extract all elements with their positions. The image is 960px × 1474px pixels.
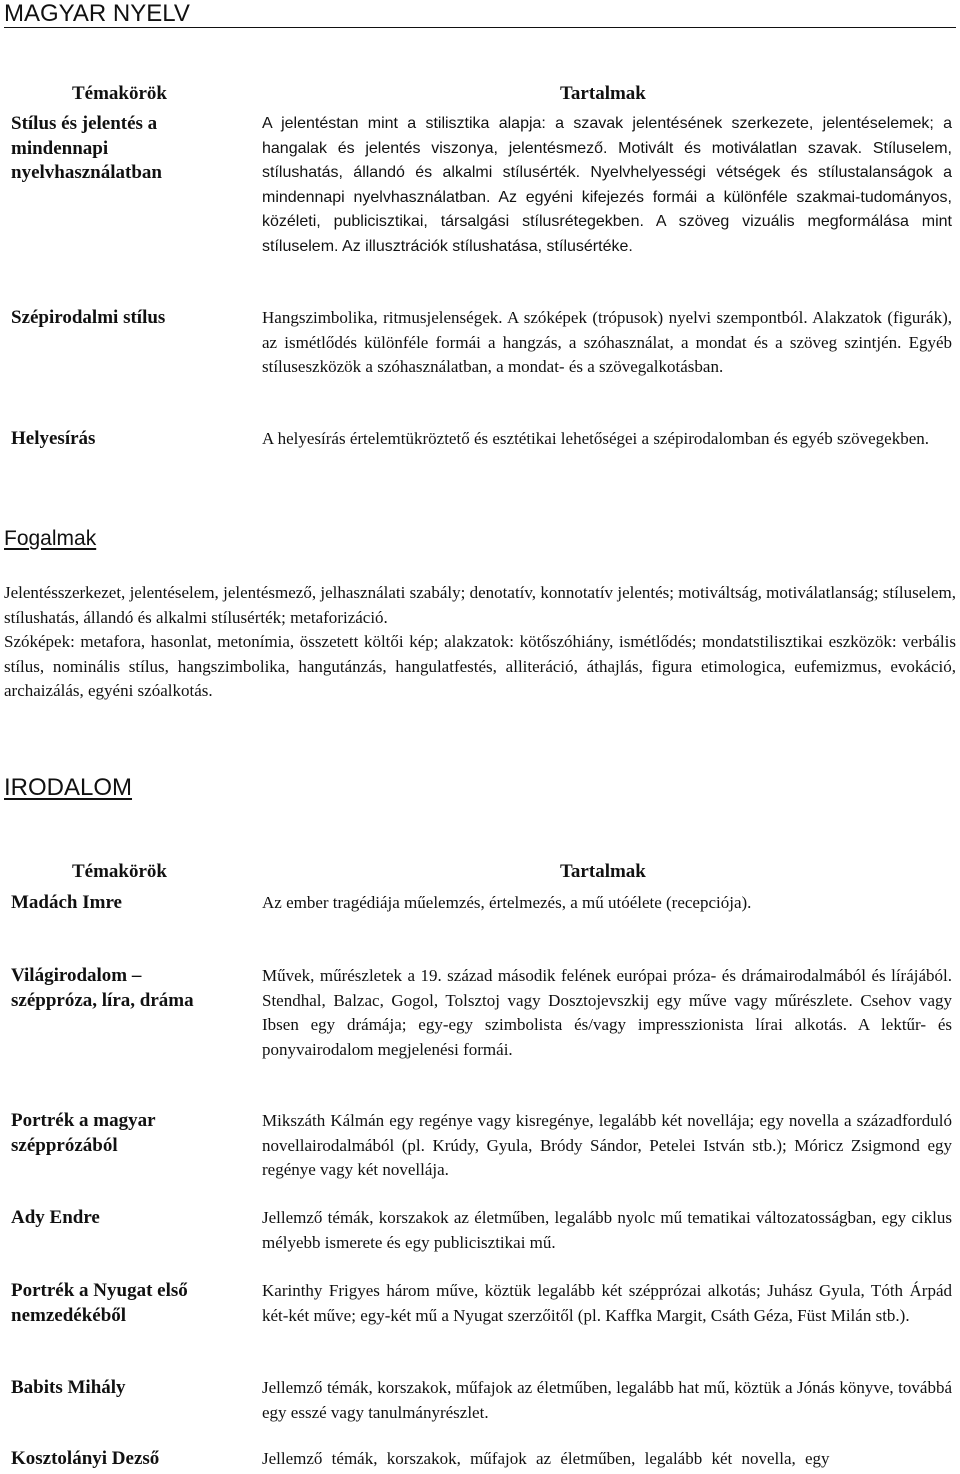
fogalmak-paragraph-1: Jelentésszerkezet, jelentéselem, jelentésmező, jelhasználati szabály; denotatív, konnotatív jelentés; motiváltság, motiválatlanság; stíluselem, stílushatás, állandó és alkalmi stílusérték; metaforizáció. bbox=[4, 583, 956, 627]
content-madach-imre: Az ember tragédiája műelemzés, értelmezés, a mű utóélete (recepciója). bbox=[262, 893, 752, 912]
content-kosztolanyi-dezso: Jellemző témák, korszakok, műfajok az életműben, legalább két novella, egy bbox=[262, 1449, 830, 1468]
section-title-rule bbox=[4, 27, 956, 28]
topic-portrek-magyar-szepprozabol: Portrék a magyar szépprózából bbox=[11, 1110, 156, 1156]
fogalmak-paragraph-2: Szóképek: metafora, hasonlat, metonímia, összetett költői kép; alakzatok: kötőszóhiány, ismétlődés; mondatstilisztikai eszközök: verbális stílus, nominális stílus, hangszimbolika, hangutánzás, hangulatfestés, alliteráció, áthajlás, figura etimologica, eufemizmus, evokáció, archaizálás, egyéni szóalkotás. bbox=[4, 632, 956, 700]
column-header-contents: Tartalmak bbox=[560, 83, 646, 104]
column-header-topics: Témakörök bbox=[72, 861, 167, 882]
content-babits-mihaly: Jellemző témák, korszakok, műfajok az életműben, legalább hat mű, köztük a Jónás könyve, továbbá egy esszé vagy tanulmányrészlet. bbox=[262, 1378, 952, 1422]
topic-vilagirodalom: Világirodalom – széppróza, líra, dráma bbox=[11, 965, 194, 1011]
column-header-topics: Témakörök bbox=[72, 83, 167, 104]
topic-helyesiras: Helyesírás bbox=[11, 428, 96, 449]
topic-stilus-es-jelentes: Stílus és jelentés a mindennapi nyelvhasználatban bbox=[11, 113, 162, 183]
content-helyesiras: A helyesírás értelemtükröztető és esztétikai lehetőségei a szépirodalomban és egyéb szövegekben. bbox=[262, 429, 929, 448]
topic-ady-endre: Ady Endre bbox=[11, 1207, 100, 1228]
topic-kosztolanyi-dezso: Kosztolányi Dezső bbox=[11, 1448, 160, 1469]
content-vilagirodalom: Művek, műrészletek a 19. század második felének európai próza- és drámairodalmából és lírájából. Stendhal, Balzac, Gogol, Tolsztoj vagy Dosztojevszkij egy műve vagy műrészlete. Csehov vagy Ibsen egy drámája; egy-egy szimbolista és/vagy impresszionista lírai alkotás. A lektűr- és ponyvairodalom megjelenési formái. bbox=[262, 966, 952, 1059]
content-szepirodalmi-stilus: Hangszimbolika, ritmusjelenségek. A szóképek (trópusok) nyelvi szempontból. Alakzatok (figurák), az ismétlődés különféle formái a hangzás, a szóhasználat, a mondat és a szöveg szintjén. Egyéb stíluseszközök a szóhasználatban, a mondat- és a szövegalkotásban. bbox=[262, 308, 952, 376]
fogalmak-heading: Fogalmak bbox=[4, 527, 97, 550]
section-title-irodalom: IRODALOM bbox=[4, 774, 133, 801]
topic-szepirodalmi-stilus: Szépirodalmi stílus bbox=[11, 307, 166, 328]
topic-babits-mihaly: Babits Mihály bbox=[11, 1377, 126, 1398]
topic-madach-imre: Madách Imre bbox=[11, 892, 122, 913]
content-nyugat-elso-nemzedek: Karinthy Frigyes három műve, köztük legalább két szépprózai alkotás; Juhász Gyula, Tóth Árpád két-két műve; egy-két mű a Nyugat szerzőitől (pl. Kaffka Margit, Csáth Géza, Füst Milán stb.). bbox=[262, 1281, 952, 1325]
column-header-contents: Tartalmak bbox=[560, 861, 646, 882]
section-title-magyar-nyelv: MAGYAR NYELV bbox=[4, 0, 190, 27]
topic-nyugat-elso-nemzedek: Portrék a Nyugat első nemzedékéből bbox=[11, 1280, 188, 1326]
content-ady-endre: Jellemző témák, korszakok az életműben, legalább nyolc mű tematikai változatosságban, egy ciklus mélyebb ismerete és egy publicisztikai mű. bbox=[262, 1208, 952, 1252]
content-portrek-magyar-szepprozabol: Mikszáth Kálmán egy regénye vagy kisregénye, legalább két novellája; egy novella a századforduló novellairodalmából (pl. Krúdy, Gyula, Bródy Sándor, Petelei István stb.); Móricz Zsigmond egy regénye vagy két novellája. bbox=[262, 1111, 952, 1179]
content-stilus-es-jelentes: A jelentéstan mint a stilisztika alapja: a szavak jelentésének szerkezete, jelentéselemek; a hangalak és jelentés viszonya, jelentésmező. Motivált és motiválatlan szavak. Stíluselem, stílushatás, állandó és alkalmi stílusérték. Nyelvhelyességi vétségek és stílustalanságok a mindennapi nyelvhasználatban. Az egyéni kifejezés formái a különféle szakmai-tudományos, közéleti, publicisztikai, társalgási stílusrétegekben. A szöveg vizuális megformálása mint stíluselem. Az illusztrációk stílushatása, stílusértéke. bbox=[262, 115, 952, 255]
